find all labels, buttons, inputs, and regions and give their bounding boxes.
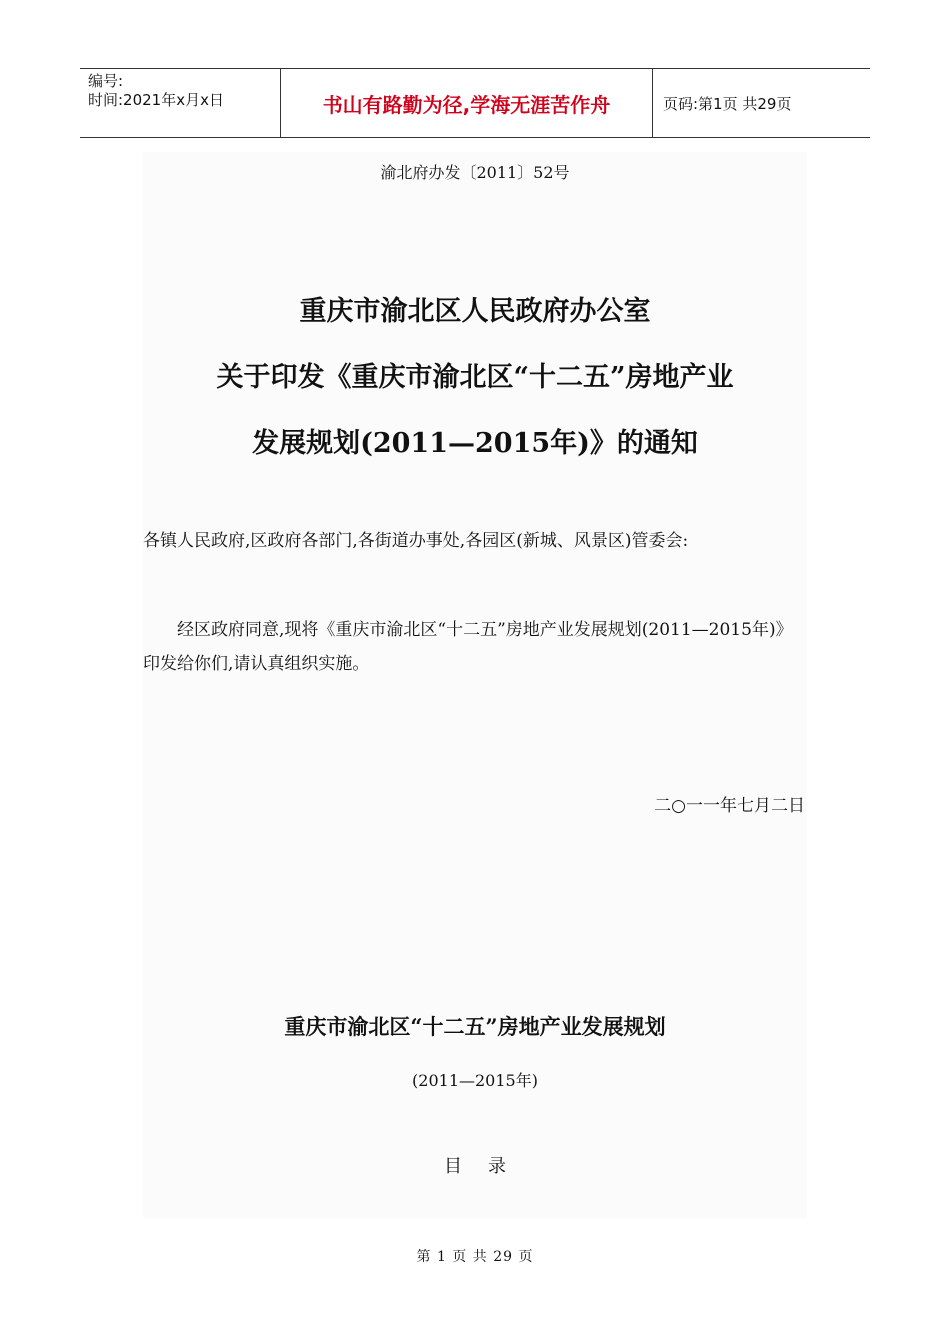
recipients-paragraph: 各镇人民政府,区政府各部门,各街道办事处,各园区(新城、风景区)管委会: bbox=[143, 531, 689, 551]
issue-date: 二○一一年七月二日 bbox=[654, 796, 805, 816]
plan-period: (2011—2015年) bbox=[412, 1071, 538, 1090]
header-table bbox=[80, 68, 870, 138]
toc-heading: 目录 bbox=[444, 1156, 532, 1177]
time-label: 时间:2021年x月x日 bbox=[88, 91, 224, 109]
header-meta-cell bbox=[80, 69, 281, 137]
body-paragraph: 经区政府同意,现将《重庆市渝北区“十二五”房地产业发展规划(2011—2015年)》印发给你们,请认真组织实施。 bbox=[143, 620, 793, 674]
serial-label: 编号: bbox=[88, 72, 124, 90]
page-footer: 第 1 页 共 29 页 bbox=[416, 1249, 534, 1265]
title-line-3: 发展规划(2011—2015年)》的通知 bbox=[252, 428, 698, 459]
document-number: 渝北府办发〔2011〕52号 bbox=[380, 163, 570, 182]
title-line-1: 重庆市渝北区人民政府办公室 bbox=[299, 296, 651, 327]
header-motto: 书山有路勤为径,学海无涯苦作舟 bbox=[281, 69, 653, 137]
header-page-info: 页码:第1页 共29页 bbox=[663, 94, 792, 113]
title-line-2: 关于印发《重庆市渝北区“十二五”房地产业 bbox=[216, 362, 734, 393]
plan-title: 重庆市渝北区“十二五”房地产业发展规划 bbox=[284, 1014, 666, 1039]
